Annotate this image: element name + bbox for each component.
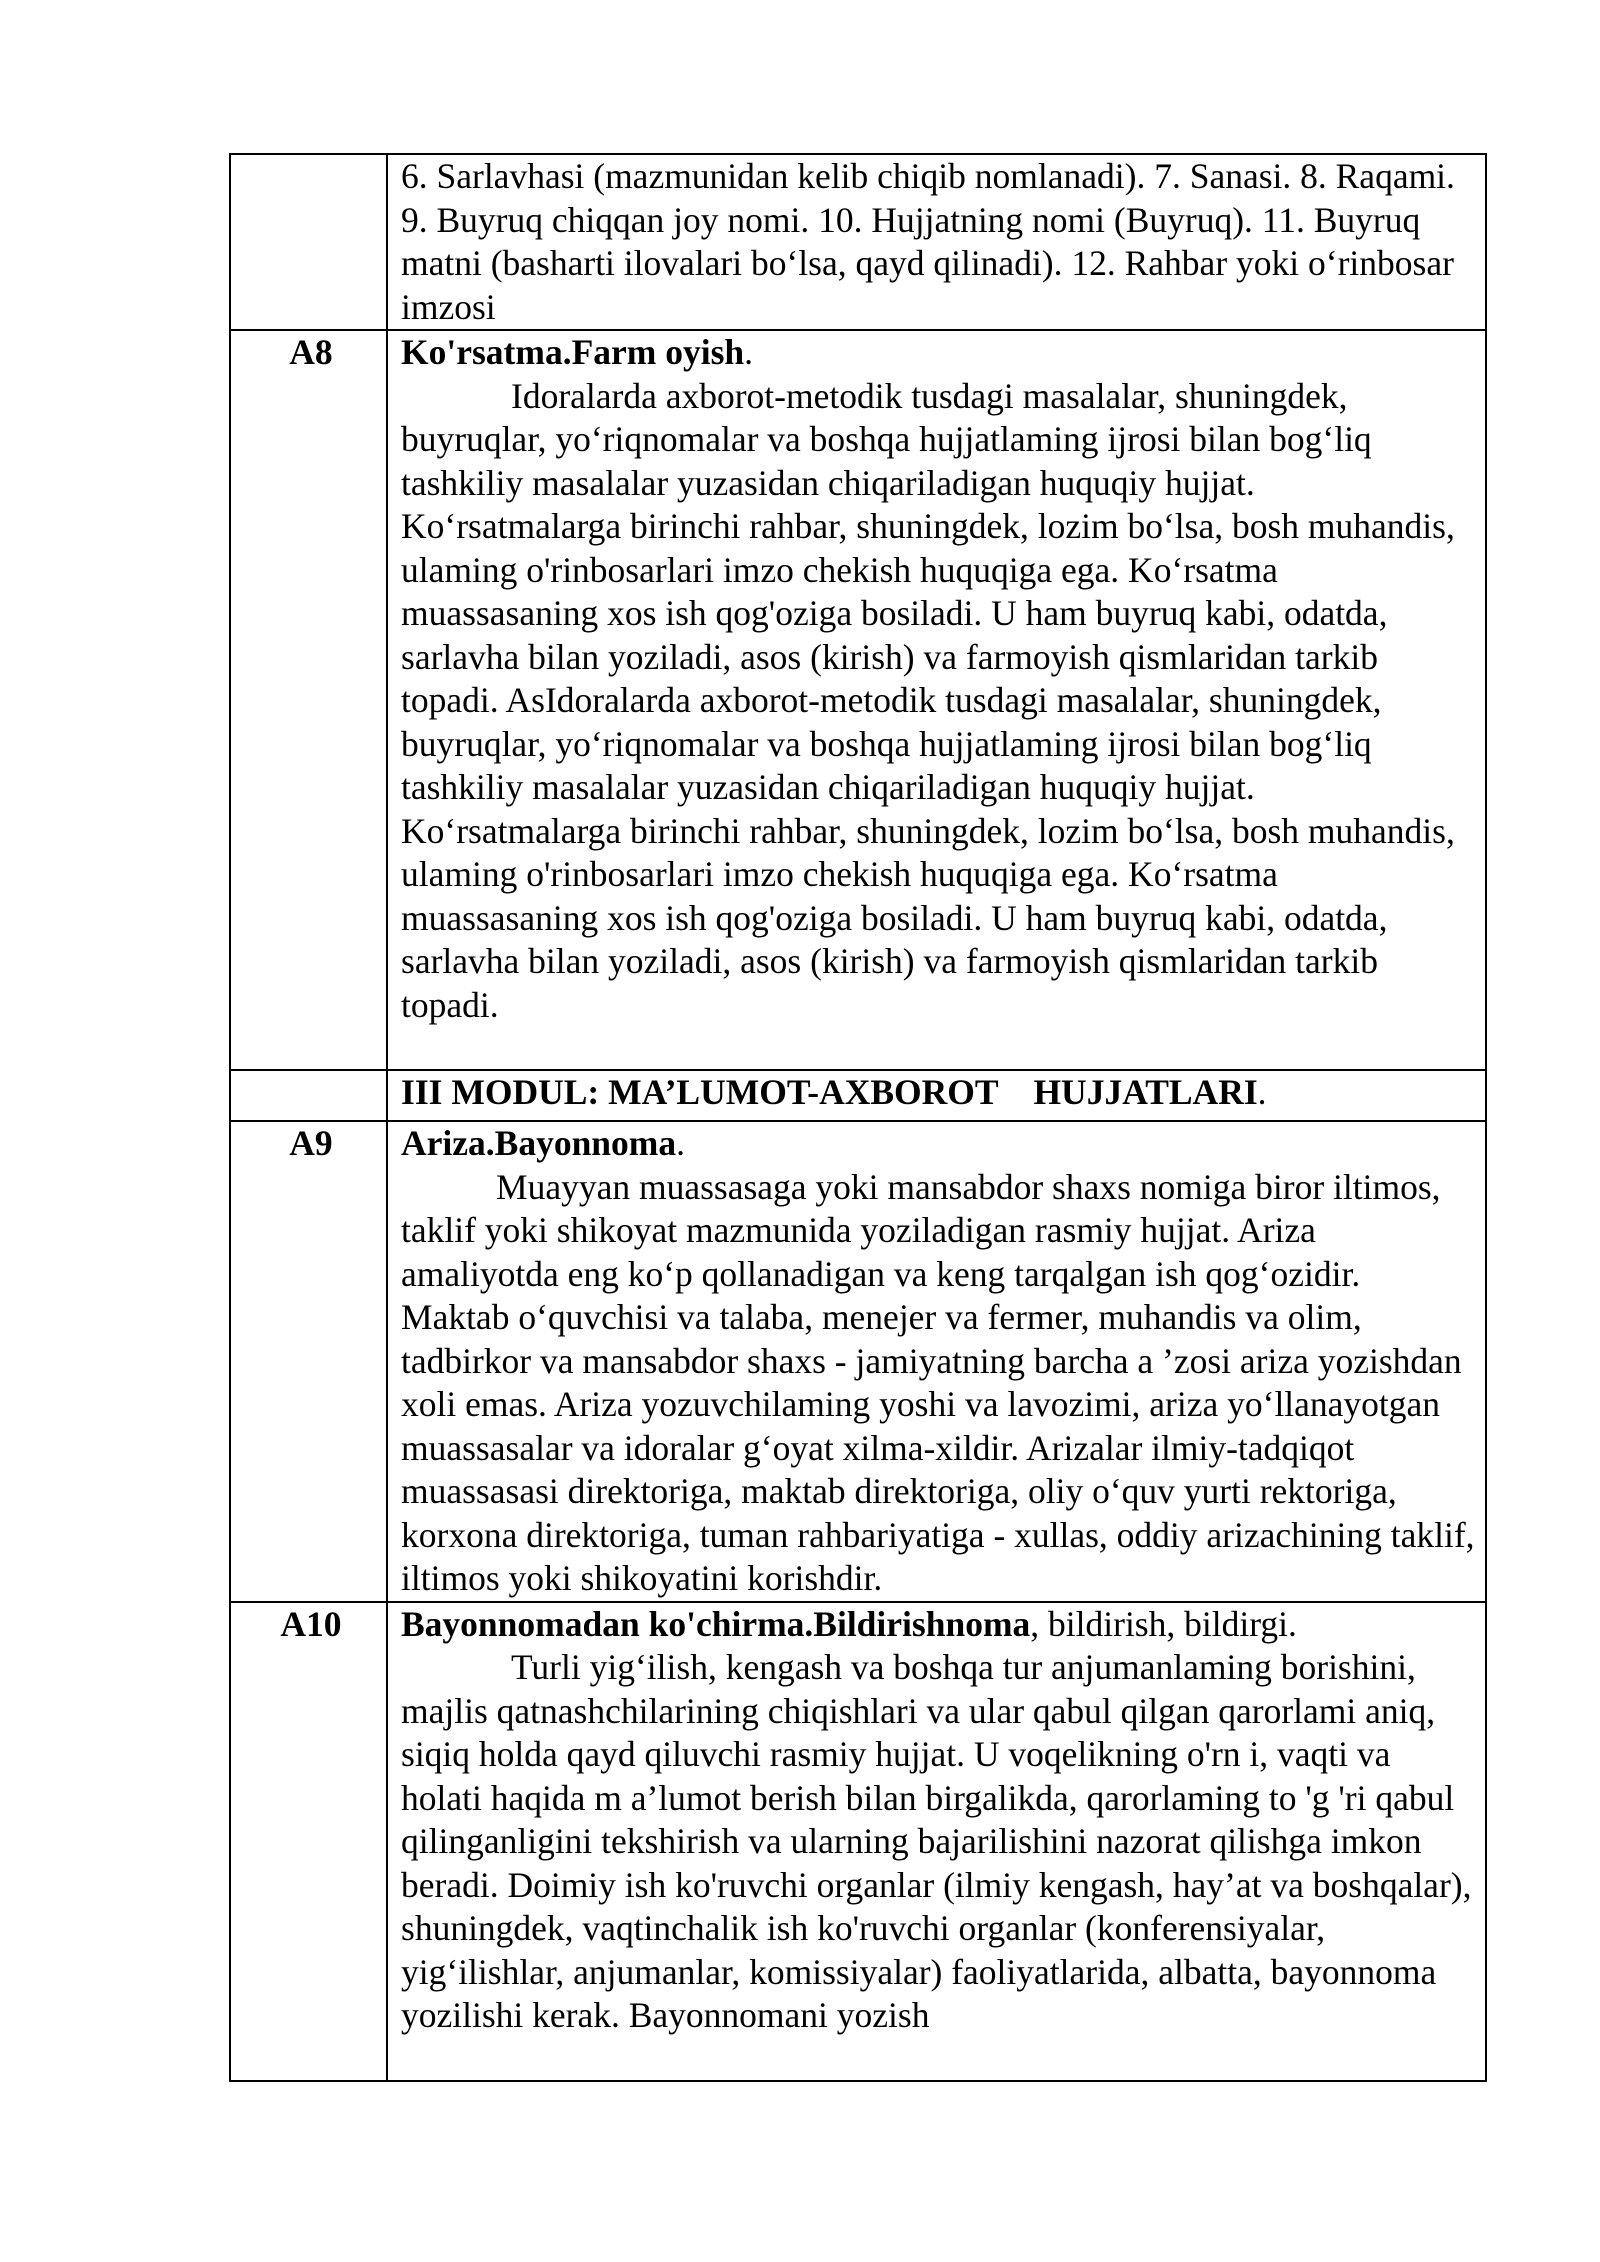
continued-text: 6. Sarlavhasi (mazmunidan kelib chiqib nomlanadi). 7. Sanasi. 8. Raqami. 9. Buyruq chiqqan joy nomi. 10. Hujjatning nomi (Buyruq). 11. Buyruq matni (basharti ilovalari bo‘lsa, qayd qilinadi). 12. Rahbar yoki o‘rinbosar imzosi (401, 156, 1455, 327)
row-text (387, 330, 1486, 1070)
row-text (387, 1121, 1486, 1602)
row-text (387, 1070, 1486, 1121)
table-row (230, 1121, 1486, 1602)
table-row (230, 1602, 1486, 2081)
row-heading-bold: Ariza.Bayonnoma (401, 1123, 677, 1163)
document-table (229, 153, 1487, 2082)
row-code: A9 (230, 1121, 387, 1602)
row-code (230, 154, 387, 330)
row-body: Idoralarda axborot-metodik tusdagi masalalar, shuningdek, buyruqlar, yo‘riqnomalar va boshqa hujjatlaming ijrosi bilan bog‘liq tashkiliy masalalar yuzasidan chiqariladigan huquqiy hujjat. Ko‘rsatmalarga birinchi rahbar, shuningdek, lozim bo‘lsa, bosh muhandis, ulaming o'rinbosarlari imzo chekish huquqiga ega. Ko‘rsatma muassasaning xos ish qog'oziga bosiladi. U ham buyruq kabi, odatda, sarlavha bilan yoziladi, asos (kirish) va farmoyish qismlaridan tarkib topadi. AsIdoralarda axborot-metodik tusdagi masalalar, shuningdek, buyruqlar, yo‘riqnomalar va boshqa hujjatlaming ijrosi bilan bog‘liq tashkiliy masalalar yuzasidan chiqariladigan huquqiy hujjat. Ko‘rsatmalarga birinchi rahbar, shuningdek, lozim bo‘lsa, bosh muhandis, ulaming o'rinbosarlari imzo chekish huquqiga ega. Ko‘rsatma muassasaning xos ish qog'oziga bosiladi. U ham buyruq kabi, odatda, sarlavha bilan yoziladi, asos (kirish) va farmoyish qismlaridan tarkib topadi. (401, 375, 1455, 1025)
module-title-rest: . (1257, 1072, 1267, 1112)
row-heading (401, 1603, 1477, 1647)
row-heading (401, 331, 1477, 375)
row-heading-bold: Ko'rsatma.Farm oyish (401, 332, 745, 372)
table-row (230, 330, 1486, 1070)
row-heading-rest: . (676, 1123, 685, 1163)
module-title: III MODUL: MA’LUMOT-AXBOROT HUJJATLARI (401, 1072, 1258, 1112)
row-heading-rest: . (744, 332, 754, 372)
row-heading-bold: Bayonnomadan ko'chirma.Bildirishnoma (401, 1603, 1031, 1644)
row-code: A10 (230, 1602, 387, 2081)
table-row (230, 154, 1486, 330)
row-text (387, 154, 1486, 330)
row-code: A8 (230, 330, 387, 1070)
row-body: Muayyan muassasaga yoki mansabdor shaxs nomiga biror iltimos, taklif yoki shikoyat mazmunida yoziladigan rasmiy hujjat. Ariza amaliyotda eng ko‘p qollanadigan va keng tarqalgan ish qog‘ozidir. Maktab o‘quvchisi va talaba, menejer va fermer, muhandis va olim, tadbirkor va mansabdor shaxs - jamiyatning barcha a ’zosi ariza yozishdan xoli emas. Ariza yozuvchilaming yoshi va lavozimi, ariza yo‘llanayotgan muassasalar va idoralar g‘oyat xilma-xildir. Arizalar ilmiy-tadqiqot muassasasi direktoriga, maktab direktoriga, oliy o‘quv yurti rektoriga, korxona direktoriga, tuman rahbariyatiga - xullas, oddiy arizachining taklif, iltimos yoki shikoyatini korishdir. (401, 1166, 1475, 1598)
table-row (230, 1070, 1486, 1121)
row-code (230, 1070, 387, 1121)
row-heading (401, 1122, 1477, 1166)
row-body: Turli yig‘ilish, kengash va boshqa tur anjumanlaming borishini, majlis qatnashchilarining chiqishlari va ular qabul qilgan qarorlami aniq, siqiq holda qayd qiluvchi rasmiy hujjat. U voqelikning o'rn i, vaqti va holati haqida m a’lumot berish bilan birgalikda, qarorlaming to 'g 'ri qabul qilinganligini tekshirish va ularning bajarilishini nazorat qilishga imkon beradi. Doimiy ish ko'ruvchi organlar (ilmiy kengash, hay’at va boshqalar), shuningdek, vaqtinchalik ish ko'ruvchi organlar (konferensiyalar, yig‘ilishlar, anjumanlar, komissiyalar) faoliyatlarida, albatta, bayonnoma yozilishi kerak. Bayonnomani yozish (401, 1647, 1472, 2035)
row-text (387, 1602, 1486, 2081)
row-heading-rest: , bildirish, bildirgi. (1030, 1603, 1297, 1644)
